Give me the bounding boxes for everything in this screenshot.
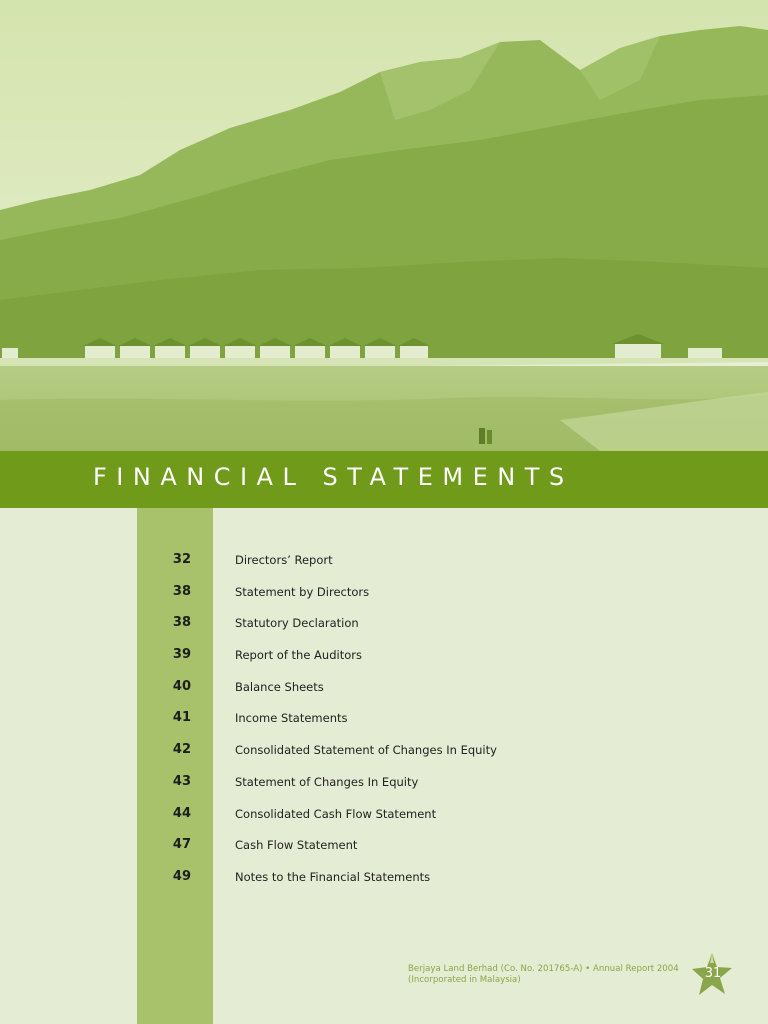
- toc-item-title: Cash Flow Statement: [235, 838, 358, 853]
- toc-item[interactable]: [137, 548, 637, 580]
- toc-item-title: Statement by Directors: [235, 584, 370, 599]
- table-of-contents: [137, 548, 637, 897]
- toc-item[interactable]: [137, 770, 637, 802]
- toc-page-number: 41: [172, 710, 191, 726]
- toc-page-number: 43: [172, 773, 191, 789]
- footer-incorporation-line: (Incorporated in Malaysia): [408, 975, 521, 985]
- toc-page-number: 44: [172, 805, 191, 821]
- page-number: 31: [704, 966, 722, 981]
- toc-page-number: 40: [172, 678, 191, 694]
- header-photo: [0, 0, 768, 451]
- toc-page-number: 42: [172, 742, 191, 758]
- star-logo-icon: [690, 951, 734, 999]
- toc-item-title: Statutory Declaration: [235, 616, 359, 631]
- toc-item-title: Consolidated Statement of Changes In Equity: [235, 743, 497, 758]
- toc-item-title: Notes to the Financial Statements: [235, 869, 431, 884]
- toc-item[interactable]: [137, 611, 637, 643]
- toc-item-title: Balance Sheets: [235, 679, 324, 694]
- toc-item[interactable]: [137, 865, 637, 897]
- toc-item-title: Directors’ Report: [235, 553, 333, 567]
- footer-company-line: Berjaya Land Berhad (Co. No. 201765-A) • Annual Report 2004: [408, 964, 679, 974]
- toc-item-title: Consolidated Cash Flow Statement: [235, 806, 437, 821]
- toc-page-number: 39: [172, 647, 191, 663]
- toc-item[interactable]: [137, 580, 637, 612]
- footer-text: [408, 964, 688, 986]
- toc-item-title: Statement of Changes In Equity: [235, 774, 419, 789]
- toc-item[interactable]: [137, 706, 637, 738]
- toc-item-title: Income Statements: [235, 711, 348, 726]
- toc-item-title: Report of the Auditors: [235, 648, 362, 663]
- toc-item[interactable]: [137, 802, 637, 834]
- toc-page-number: 38: [172, 615, 191, 631]
- toc-item[interactable]: [137, 643, 637, 675]
- toc-page-number: 49: [172, 868, 191, 884]
- section-banner: [0, 451, 768, 508]
- section-title: FINANCIAL STATEMENTS: [93, 463, 574, 491]
- toc-page-number: 32: [172, 552, 191, 567]
- toc-page-number: 47: [172, 837, 191, 853]
- toc-item[interactable]: [137, 833, 637, 865]
- toc-item[interactable]: [137, 675, 637, 707]
- toc-page-number: 38: [172, 583, 191, 599]
- toc-item[interactable]: [137, 738, 637, 770]
